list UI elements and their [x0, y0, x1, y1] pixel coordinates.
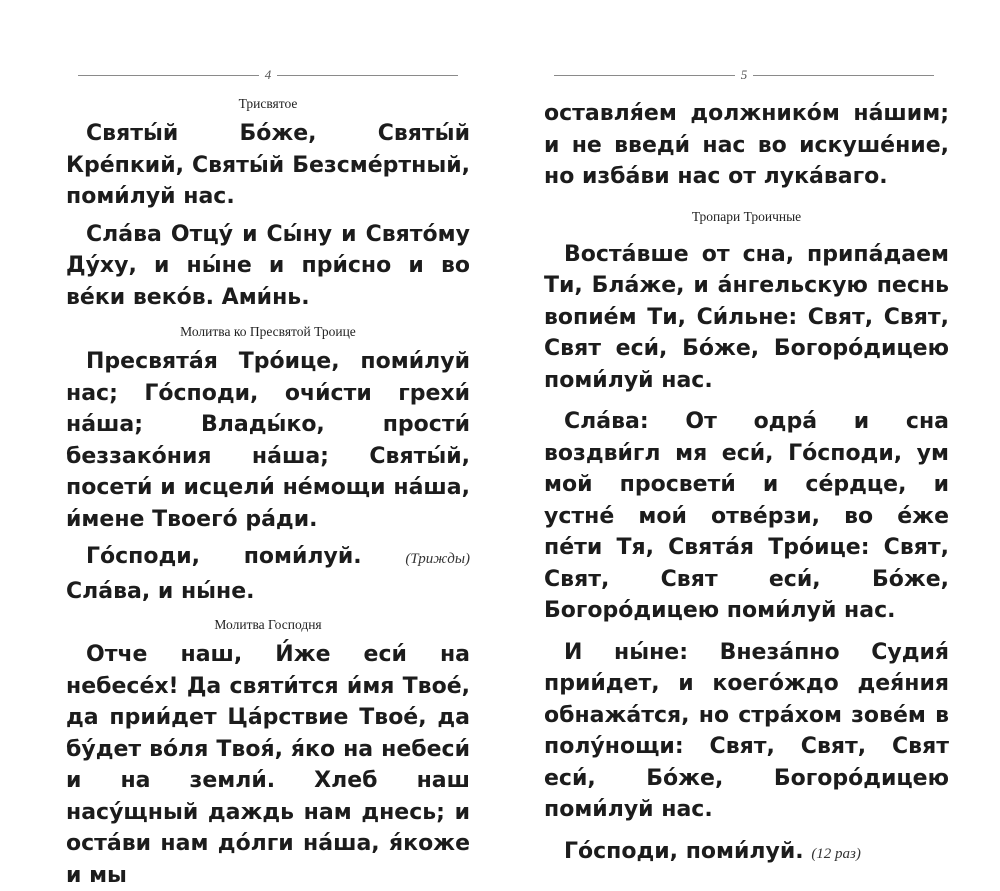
left-page-header	[78, 66, 458, 84]
lords-prayer-paragraph: Отче наш, И́же еси́ на небесе́х! Да святи́тся и́мя Твое́, да прии́дет Ца́рствие Твое́, да бу́дет во́ля Твоя́, я́ко на небеси́ и на земли́. Хлеб наш насу́щный даждь нам днесь; и оста́ви нам до́лги на́ша, я́коже и мы	[66, 642, 470, 888]
heading-troparia: Тропари Троичные	[691, 208, 802, 224]
twelve-times-note: (12 раз)	[811, 845, 861, 862]
header-rule-right	[753, 75, 934, 76]
troparion-paragraph-3: И ны́не: Внеза́пно Судия́ прии́дет, и коего́ждо дея́ния обнажа́тся, но стра́хом зове́м в полу́нощи: Свят, Свят, Свят еси́, Бо́же, Богоро́дицею поми́луй нас.	[544, 639, 949, 822]
left-page	[0, 0, 500, 888]
right-page	[500, 0, 1000, 864]
troparion-paragraph-2: Сла́ва: От одра́ и сна воздви́гл мя еси́, Го́споди, ум мой просвети́ и се́рдце, и устне́ мои́ отве́рзи, во е́же пе́ти Тя, Свята́я Тро́ице: Свят, Свят, Свят еси́, Бо́же, Богоро́дицею поми́луй нас.	[544, 409, 949, 623]
header-rule-right	[277, 75, 458, 76]
trinity-paragraph-1: Пресвята́я Тро́ице, поми́луй нас; Го́споди, очи́сти грехи́ на́ша; Влады́ко, прости́ беззако́ния на́ша; Святы́й, посети́ и исцели́ не́мощи на́ша, и́мене Твоего́ ра́ди.	[66, 349, 470, 532]
lords-prayer-continuation: оставля́ем должнико́м на́шим; и не введи́ нас во искуше́ние, но изба́ви нас от лука́ваго.	[544, 101, 949, 189]
right-page-text	[544, 98, 949, 870]
thrice-note: (Трижды)	[405, 551, 470, 567]
heading-lords-prayer: Молитва Господня	[214, 617, 322, 632]
header-rule-left	[78, 75, 259, 76]
troparion-paragraph-4	[544, 836, 949, 871]
glory-now-text: Сла́ва, и ны́не.	[66, 578, 255, 604]
heading-trinity-prayer: Молитва ко Пресвятой Троице	[180, 324, 356, 339]
right-page-header	[554, 66, 934, 84]
left-page-text	[66, 92, 470, 891]
trisagion-paragraph-2: Сла́ва Отцу́ и Сы́ну и Свято́му Ду́ху, и ны́не и при́сно и во ве́ки веко́в. Ами́нь.	[66, 221, 470, 310]
header-rule-left	[554, 75, 735, 76]
trisagion-paragraph-1: Святы́й Бо́же, Святы́й Кре́пкий, Святы́й Безсме́ртный, поми́луй нас.	[66, 121, 470, 209]
troparion-paragraph-1: Воста́вше от сна, припа́даем Ти, Бла́же, и а́нгельскую песнь вопие́м Ти, Си́льне: Свят, Свят, Свят еси́, Бо́же, Богоро́дицею поми́луй нас.	[544, 241, 949, 393]
trinity-paragraph-2	[66, 541, 470, 607]
lord-have-mercy-text: Го́споди, поми́луй.	[86, 544, 362, 569]
page-number-5: 5	[740, 67, 748, 82]
page-number-4: 4	[264, 67, 272, 82]
heading-trisagion: Трисвятое	[238, 96, 298, 111]
lord-have-mercy-final: Го́споди, поми́луй.	[564, 838, 804, 864]
